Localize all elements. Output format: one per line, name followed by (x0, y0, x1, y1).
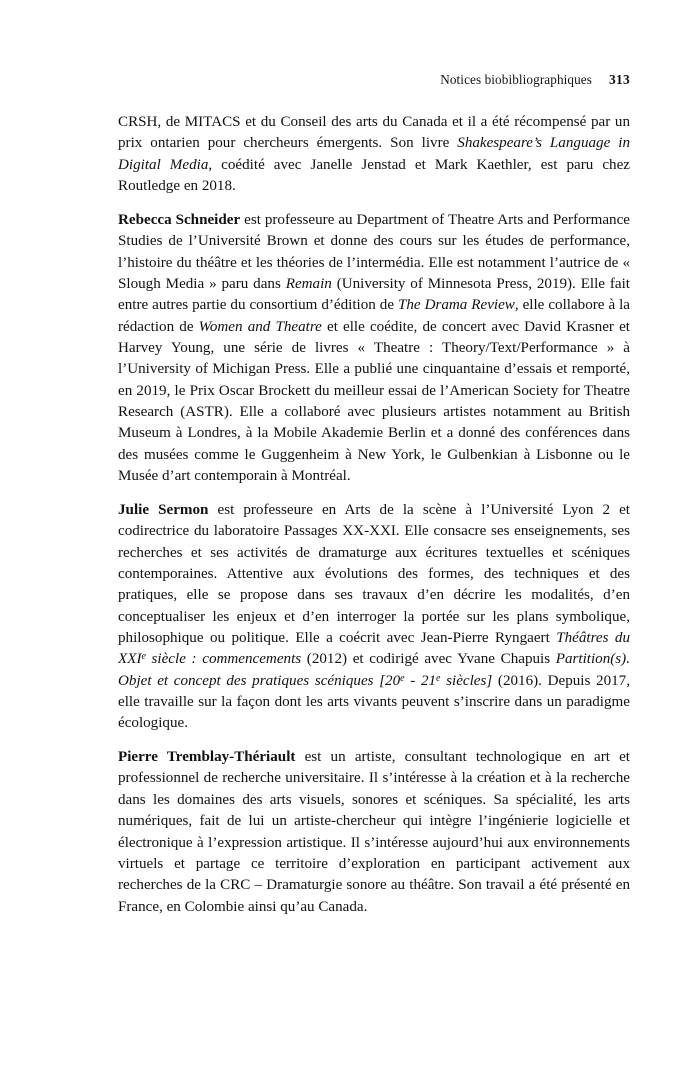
entry-name: Julie Sermon (118, 501, 209, 518)
text-run: , coédité avec Janelle Jenstad et Mark Kaethler, est paru chez Routledge en 2018. (118, 156, 631, 195)
entry-julie-sermon (118, 500, 630, 735)
text-run: (University of Minnesota Press, 2019). Elle fait entre autres partie du consortium d’édition de (118, 275, 630, 314)
text-run: et elle coédite, de concert avec David Krasner et Harvey Young, une série de livres « Theatre : Theory/Text/Performance » à l’University of Michigan Press. Elle a publié une cinquantaine d’essais et remporté, en 2019, le Prix Oscar Brockett du meilleur essai de l’American Society for Theatre Research (ASTR). Elle a collaboré avec plusieurs artistes notamment au British Museum à Londres, à la Mobile Akademie Berlin et a donné des conférences dans des musées comme le Guggenheim à New York, le Gulbenkian à Lisbonne ou le Musée d’art contemporain à Montréal. (118, 318, 630, 484)
book-title: Shakespeare’s Language in Digital Media (118, 135, 630, 173)
journal-title: Women and Theatre (198, 318, 322, 335)
text-run: (2012) et codirigé avec Yvane Chapuis (301, 651, 556, 668)
body-text-column (118, 112, 630, 918)
title-text: - 21 (404, 672, 437, 689)
text-run: est professeure en Arts de la scène à l’Université Lyon 2 et codirectrice du laboratoire Passages XX-XXI. Elle consacre ses enseignements, ses recherches et ses activités de dramaturge aux écritures textuelles et scéniques contemporaines. Attentive aux évolutions des formes, des techniques et des pratiques, elle se propose dans ses travaux d’en décrire les modalités, d’en conceptualiser les enjeux et d’en interroger la portée sur les plans symbolique, philosophique ou politique. Elle a coécrit avec Jean-Pierre Ryngaert (118, 501, 630, 646)
title-text: siècles] (440, 672, 493, 689)
text-run: est un artiste, consultant technologique en art et professionnel de recherche universitaire. Il s’intéresse à la création et à la recherche dans les domaines des arts visuels, sonores et scéniques. Sa spécialité, les arts numériques, fait de lui un artiste-chercheur qui intègre l’ingénierie logicielle et électronique à l’expression artistique. Il s’intéresse aujourd’hui aux environnements virtuels et partage ce territoire d’exploration en participant activement aux recherches de la CRC – Dramaturgie sonore au théâtre. Son travail a été présenté en France, en Colombie ainsi qu’au Canada. (118, 749, 630, 915)
entry-name: Pierre Tremblay-Thériault (118, 749, 296, 766)
text-run: CRSH, de MITACS et du Conseil des arts du Canada et il a été récompensé par un prix ontarien pour chercheurs émergents. Son livre (118, 114, 630, 152)
ordinal-superscript: e (141, 651, 146, 663)
text-run: est professeure au Department of Theatre Arts and Performance Studies de l’Université Brown et donne des cours sur les études de performance, l’histoire du théâtre et les théories de l’intermédia. Elle est notamment l’autrice de « Slough Media » paru dans (118, 211, 631, 292)
page-number: 313 (609, 72, 630, 87)
text-run: (2016). Depuis 2017, elle travaille sur la façon dont les arts vivants peuvent s’inscrire dans un paradigme écologique. (118, 672, 630, 732)
ordinal-superscript: e (436, 672, 441, 684)
journal-title: The Drama Review (397, 297, 515, 314)
text-run: , elle collabore à la rédaction de (118, 297, 630, 335)
spine-imprint (0, 0, 70, 1073)
paragraph-continued (118, 112, 630, 197)
running-head (118, 72, 630, 92)
entry-pierre-tremblay-theriault (118, 747, 630, 918)
title-text: siècle : commencements (145, 651, 302, 668)
title-text: Partition(s). Objet et concept des pratiques scéniques [20 (118, 651, 630, 689)
ordinal-superscript: e (400, 672, 405, 684)
running-head-title: Notices biobibliographiques (440, 72, 592, 87)
entry-rebecca-schneider (118, 210, 630, 487)
entry-name: Rebecca Schneider (118, 211, 241, 228)
title-text: Théâtres du XXI (118, 629, 630, 668)
book-title: Remain (285, 275, 332, 292)
